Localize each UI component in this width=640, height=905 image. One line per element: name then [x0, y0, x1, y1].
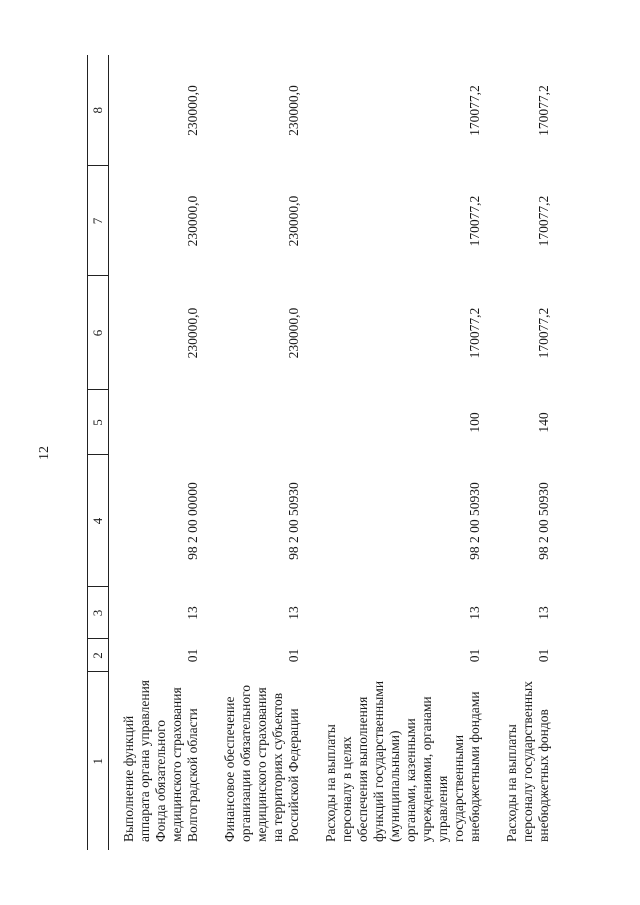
row-amount-6: 170077,2 [536, 307, 551, 359]
header-cell-6: 6 [88, 276, 109, 390]
row-section: 01 [185, 648, 200, 663]
header-cell-3: 3 [88, 587, 109, 639]
row-name: Выполнение функций аппарата органа управления Фонда обязательного медицинского страхования Волгоградской области [121, 680, 200, 842]
header-cell-1: 1 [88, 672, 109, 850]
row-expense-type: 100 [467, 412, 482, 433]
row-section: 01 [286, 648, 301, 663]
row-amount-7: 230000,0 [286, 195, 301, 247]
row-name: Финансовое обеспечение организации обязательного медицинского страхования на территориях субъектов Российской Федерации [222, 684, 301, 842]
row-target-article: 98 2 00 50930 [467, 482, 482, 560]
row-section: 01 [467, 648, 482, 663]
row-amount-7: 230000,0 [185, 195, 200, 247]
row-name: Расходы на выплаты персоналу государственных внебюджетных фондов [504, 681, 551, 842]
header-cell-5: 5 [88, 390, 109, 455]
row-name: Расходы на выплаты персоналу в целях обеспечения выполнения функций государственными (муниципальными) органами, казенными учреждениями, органами управления государственными внебюджетными фондами [323, 680, 482, 842]
row-section: 01 [536, 648, 551, 663]
row-subsection: 13 [467, 606, 482, 620]
row-subsection: 13 [536, 606, 551, 620]
table-row [109, 55, 215, 850]
row-amount-7: 170077,2 [536, 195, 551, 247]
table-row [315, 55, 496, 850]
row-amount-6: 230000,0 [185, 307, 200, 359]
row-amount-6: 230000,0 [286, 307, 301, 359]
table-row [214, 55, 315, 850]
row-amount-8: 170077,2 [536, 85, 551, 136]
row-amount-8: 170077,2 [467, 85, 482, 136]
header-cell-4: 4 [88, 455, 109, 587]
row-subsection: 13 [286, 606, 301, 620]
row-amount-6: 170077,2 [467, 307, 482, 359]
table-header-row [88, 55, 109, 850]
row-expense-type [214, 390, 315, 455]
budget-table [87, 55, 565, 850]
row-expense-type: 140 [536, 412, 551, 433]
header-cell-7: 7 [88, 166, 109, 276]
row-amount-8: 230000,0 [286, 85, 301, 136]
row-amount-8: 230000,0 [185, 85, 200, 136]
header-cell-2: 2 [88, 639, 109, 672]
row-target-article: 98 2 00 50930 [286, 482, 301, 560]
row-amount-7: 170077,2 [467, 195, 482, 247]
row-target-article: 98 2 00 50930 [536, 482, 551, 560]
row-target-article: 98 2 00 00000 [185, 482, 200, 560]
header-cell-8: 8 [88, 55, 109, 166]
row-expense-type [109, 390, 215, 455]
page-number: 12 [37, 446, 52, 460]
table-row [496, 55, 565, 850]
row-subsection: 13 [185, 606, 200, 620]
